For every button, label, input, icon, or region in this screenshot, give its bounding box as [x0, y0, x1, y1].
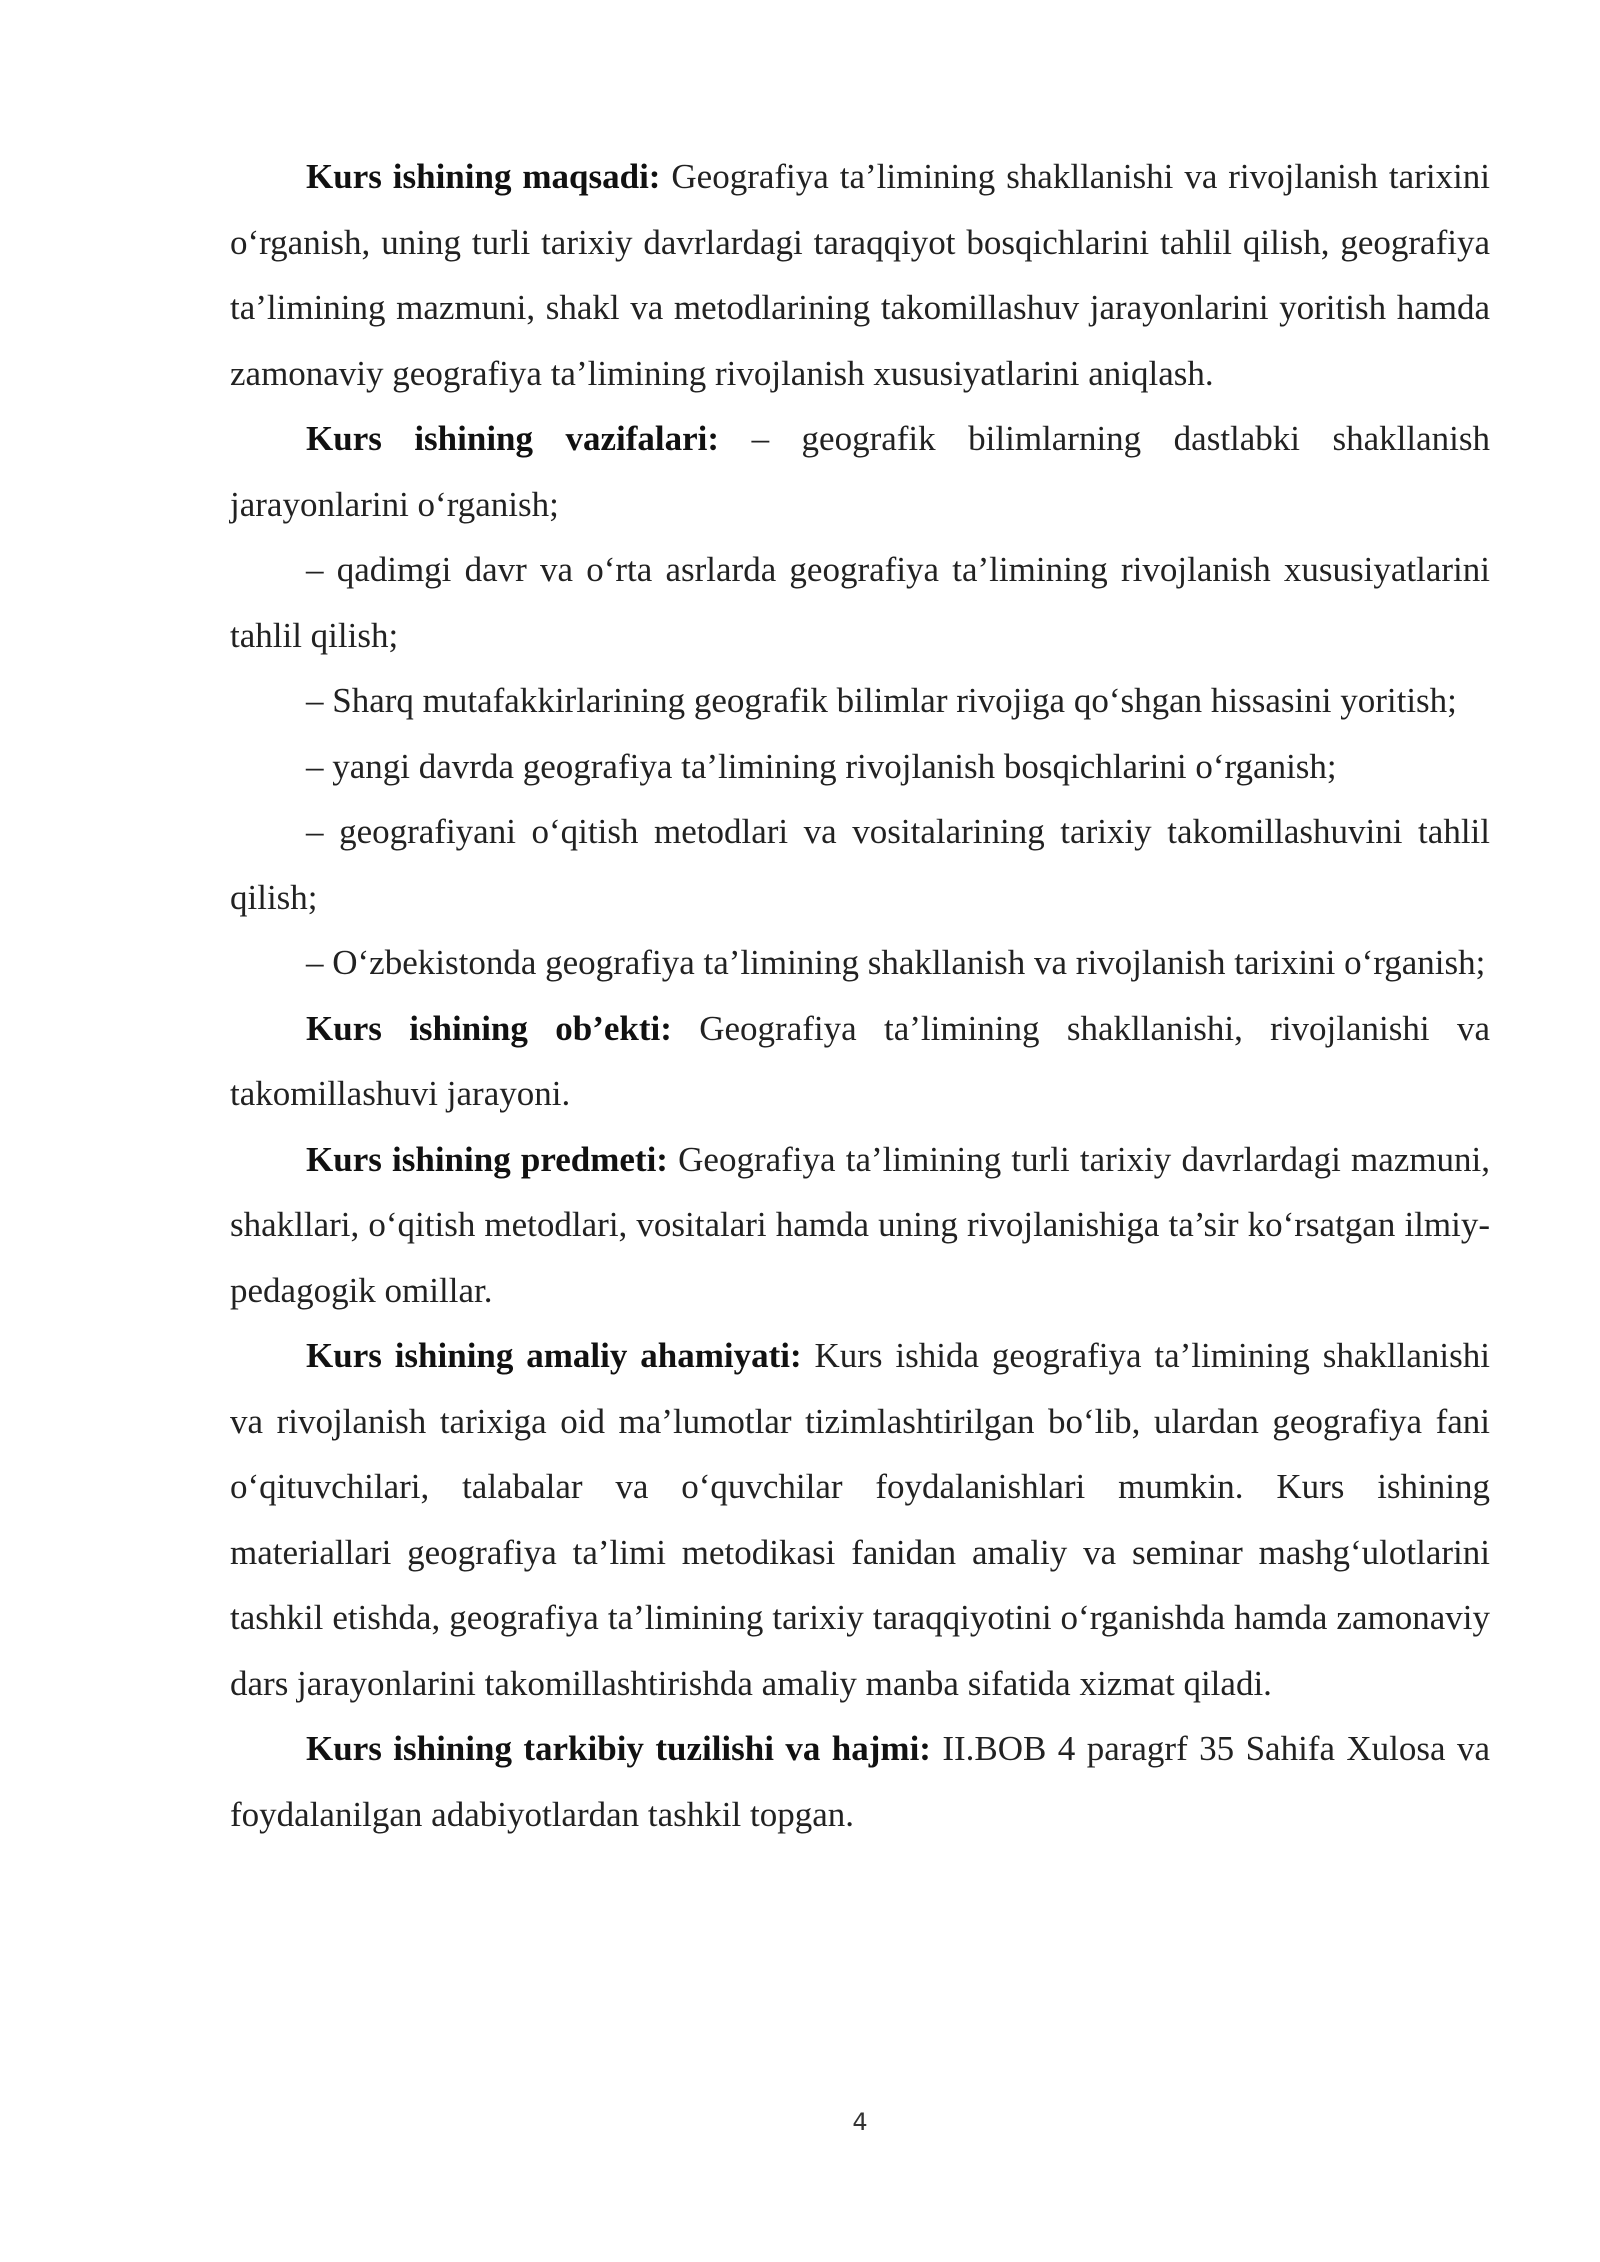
list-item: – O‘zbekistonda geografiya ta’limining shakllanish va rivojlanish tarixini o‘rganish;	[306, 943, 1486, 982]
paragraph-amaliy-ahamiyati	[230, 1323, 1490, 1716]
paragraph-predmeti	[230, 1127, 1490, 1324]
paragraph-vazifalari	[230, 406, 1490, 537]
paragraph-obekti	[230, 996, 1490, 1127]
paragraph-label: Kurs ishining maqsadi:	[306, 157, 661, 196]
list-item: – qadimgi davr va o‘rta asrlarda geografiya ta’limining rivojlanish xususiyatlarini tahlil qilish;	[230, 550, 1490, 655]
paragraph-label: Kurs ishining tarkibiy tuzilishi va hajmi:	[306, 1729, 931, 1768]
paragraph-text: Geografiya ta’limining turli tarixiy davrlardagi mazmuni, shakllari, o‘qitish metodlari, vositalari hamda uning rivojlanishiga ta’sir ko‘rsatgan ilmiy-pedagogik omillar.	[230, 1139, 1490, 1310]
paragraph-label: Kurs ishining predmeti:	[306, 1139, 668, 1179]
paragraph-label: Kurs ishining ob’ekti:	[306, 1008, 672, 1048]
list-item: – Sharq mutafakkirlarining geografik bilimlar rivojiga qo‘shgan hissasini yoritish;	[306, 681, 1457, 720]
paragraph-text: Kurs ishida geografiya ta’limining shakllanishi va rivojlanish tarixiga oid ma’lumotlar tizimlashtirilgan bo‘lib, ulardan geografiya fani o‘qituvchilari, talabalar va o‘quvchilar foydalanishlari mumkin. Kurs ishining materiallari geografiya ta’limi metodikasi fanidan amaliy va seminar mashg‘ulotlarini tashkil etishda, geografiya ta’limining tarixiy taraqqiyotini o‘rganishda hamda zamonaviy dars jarayonlarini takomillashtirishda amaliy manba sifatida xizmat qiladi.	[230, 1336, 1490, 1703]
paragraph-text: Geografiya ta’limining shakllanishi va rivojlanish tarixini o‘rganish, uning turli tarixiy davrlardagi taraqqiyot bosqichlarini tahlil qilish, geografiya ta’limining mazmuni, shakl va metodlarining takomillashuv jarayonlarini yoritish hamda zamonaviy geografiya ta’limining rivojlanish xususiyatlarini aniqlash.	[230, 157, 1490, 393]
page-content	[230, 144, 1490, 1847]
paragraph-tarkibiy-tuzilishi	[230, 1716, 1490, 1847]
paragraph-label: Kurs ishining amaliy ahamiyati:	[306, 1336, 802, 1375]
paragraph-label: Kurs ishining vazifalari:	[306, 419, 720, 458]
paragraph-maqsadi	[230, 144, 1490, 406]
list-item: – geografiyani o‘qitish metodlari va vositalarining tarixiy takomillashuvini tahlil qilish;	[230, 812, 1490, 917]
paragraph-text: – geografik bilimlarning dastlabki shakllanish jarayonlarini o‘rganish;	[230, 419, 1491, 524]
paragraph-text: Geografiya ta’limining shakllanishi, rivojlanishi va takomillashuvi jarayoni.	[230, 1008, 1490, 1113]
paragraph-text: II.BOB 4 paragrf 35 Sahifa Xulosa va foydalanilgan adabiyotlardan tashkil topgan.	[230, 1729, 1490, 1834]
list-item: – yangi davrda geografiya ta’limining rivojlanish bosqichlarini o‘rganish;	[306, 746, 1337, 786]
page-number: 4	[852, 2108, 868, 2136]
